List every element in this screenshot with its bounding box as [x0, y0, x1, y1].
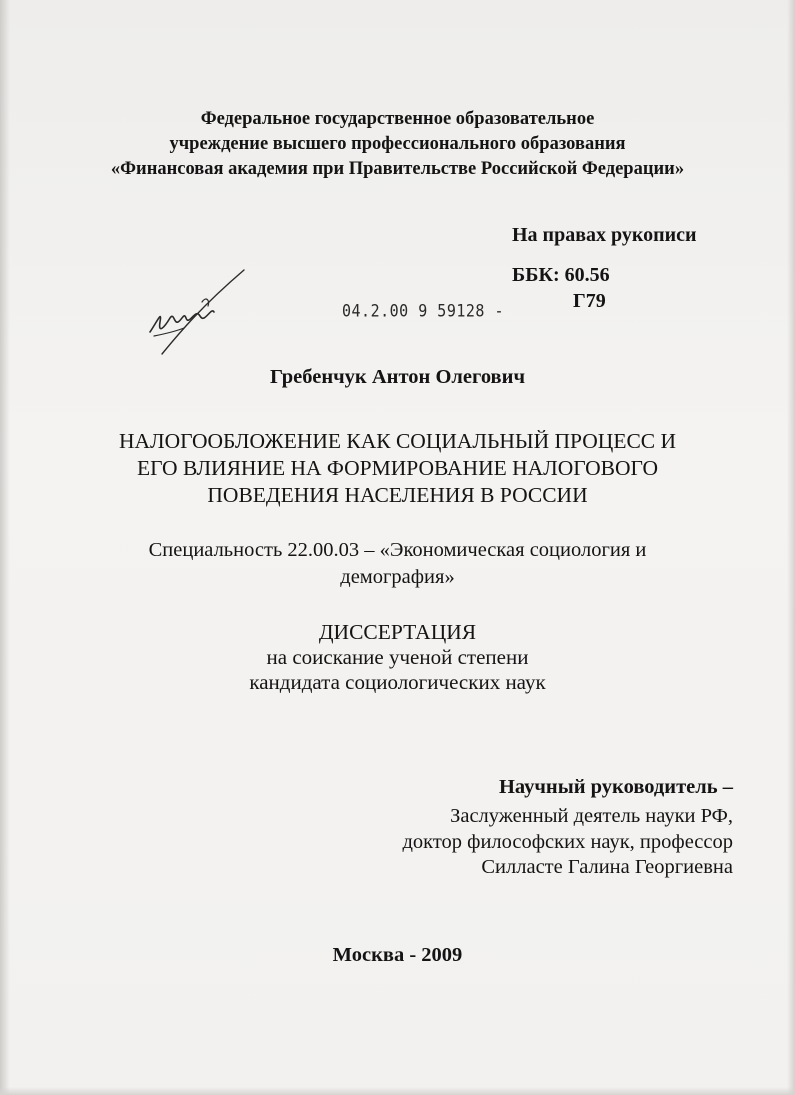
specialty	[0, 537, 795, 591]
dissertation-line: на соискание ученой степени	[266, 645, 529, 669]
supervisor-line: Заслуженный деятель науки РФ,	[450, 805, 733, 827]
institution-line: учреждение высшего профессионального образования	[169, 134, 626, 154]
city-year: Москва - 2009	[332, 944, 463, 966]
bbk-label: ББК: 60.56	[512, 264, 610, 286]
thesis-title-line: ПОВЕДЕНИЯ НАСЕЛЕНИЯ В РОССИИ	[207, 483, 588, 507]
registration-stamp: 04.2.00 9 59128 -	[342, 300, 505, 322]
dissertation-heading: ДИССЕРТАЦИЯ	[318, 620, 477, 644]
supervisor-heading: Научный руководитель –	[498, 776, 733, 798]
specialty-line: демография»	[340, 566, 455, 588]
scan-edge-bottom	[0, 1087, 795, 1095]
manuscript-note: На правах рукописи	[512, 224, 697, 246]
institution-name	[0, 107, 795, 182]
bbk-code: Г79	[573, 290, 606, 312]
supervisor-info	[402, 804, 733, 881]
thesis-title	[0, 428, 795, 509]
institution-line: Федеральное государственное образовательное	[200, 109, 595, 129]
dissertation-block	[0, 620, 795, 695]
author-name: Гребенчук Антон Олегович	[269, 366, 526, 388]
supervisor-line: Силласте Галина Георгиевна	[481, 856, 733, 878]
dissertation-line: кандидата социологических наук	[249, 670, 546, 694]
signature	[140, 262, 250, 357]
thesis-title-line: ЕГО ВЛИЯНИЕ НА ФОРМИРОВАНИЕ НАЛОГОВОГО	[137, 456, 658, 480]
institution-line: «Финансовая академия при Правительстве Российской Федерации»	[110, 159, 685, 179]
supervisor-line: доктор философских наук, профессор	[402, 830, 733, 853]
thesis-title-line: НАЛОГООБЛОЖЕНИЕ КАК СОЦИАЛЬНЫЙ ПРОЦЕСС И	[118, 429, 677, 453]
specialty-line: Специальность 22.00.03 – «Экономическая социология и	[148, 539, 647, 561]
